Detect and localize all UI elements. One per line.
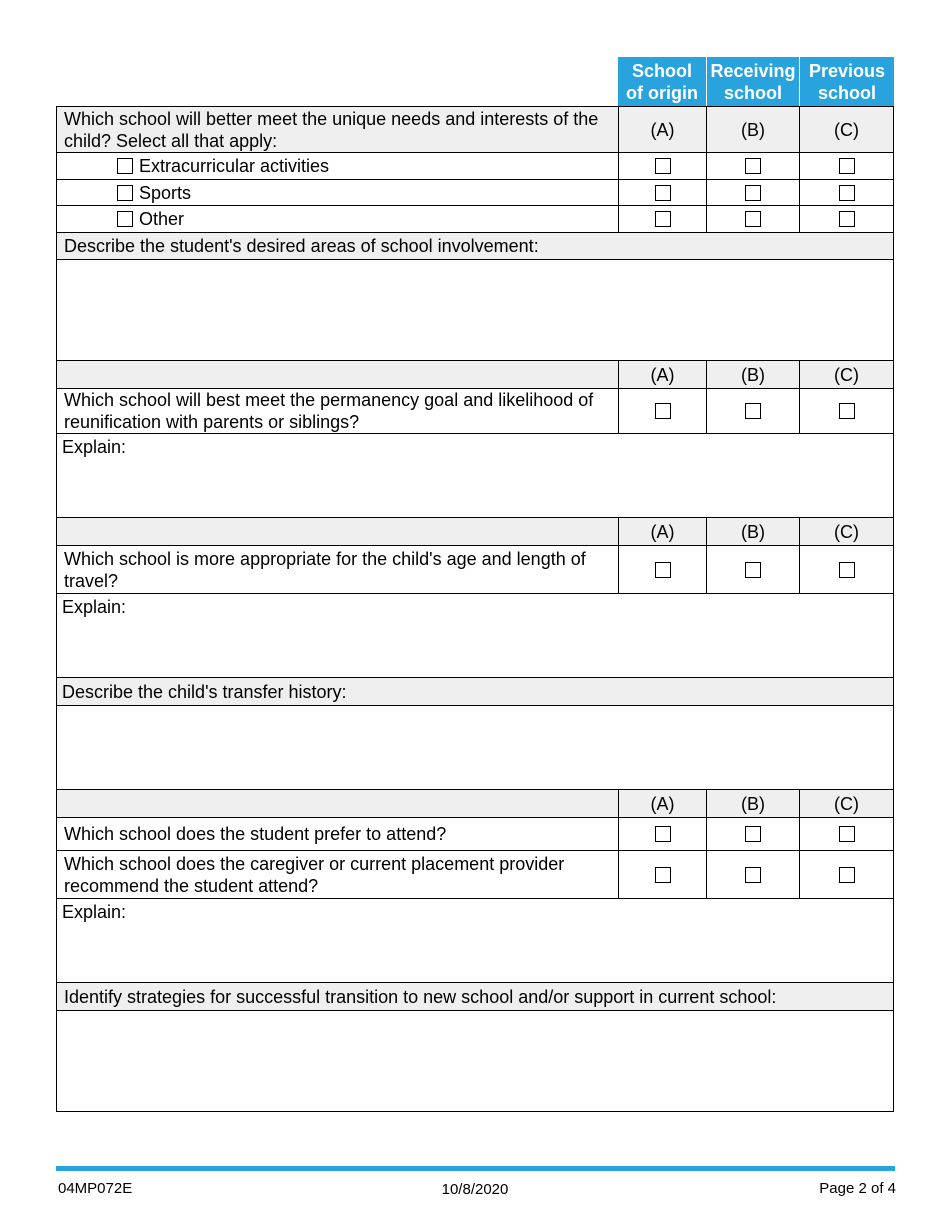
label-b: (B) (706, 789, 800, 818)
checkbox-permanency-a[interactable] (655, 403, 671, 419)
footer-divider (56, 1166, 895, 1171)
label-c: (C) (799, 106, 894, 153)
label-row-spacer (56, 789, 619, 818)
cell-b (706, 388, 800, 434)
cell-b (706, 817, 800, 851)
label-row-spacer (56, 517, 619, 546)
question-age-travel: Which school is more appropriate for the child's age and length of travel? (56, 545, 619, 594)
cell-a (618, 817, 707, 851)
explain-label: Explain: (62, 437, 127, 457)
checkbox-prefer-c[interactable] (839, 826, 855, 842)
checkbox-sports-b[interactable] (745, 185, 761, 201)
checkbox-extracurricular-b[interactable] (745, 158, 761, 174)
checkbox-permanency-b[interactable] (745, 403, 761, 419)
checkbox-sports-a[interactable] (655, 185, 671, 201)
explain-recommend-area[interactable] (56, 898, 894, 983)
question-student-prefer: Which school does the student prefer to attend? (56, 817, 619, 851)
cell-c (799, 817, 894, 851)
label-c: (C) (799, 789, 894, 818)
option-row-extracurricular (56, 152, 619, 180)
cell-c (799, 545, 894, 594)
option-label: Other (139, 209, 185, 229)
cell-c (799, 388, 894, 434)
option-row-sports (56, 179, 619, 206)
header-previous-school: Previous school (800, 57, 894, 106)
label-b: (B) (706, 106, 800, 153)
label-a: (A) (618, 106, 707, 153)
checkbox-recommend-c[interactable] (839, 867, 855, 883)
cell-c (799, 152, 894, 180)
checkbox-age-travel-c[interactable] (839, 562, 855, 578)
checkbox-recommend-a[interactable] (655, 867, 671, 883)
cell-a (618, 850, 707, 899)
footer-form-id: 04MP072E (58, 1180, 133, 1197)
explain-label: Explain: (62, 597, 127, 617)
explain-label: Explain: (62, 902, 127, 922)
footer-date: 10/8/2020 (441, 1181, 509, 1198)
label-a: (A) (618, 360, 707, 389)
cell-b (706, 850, 800, 899)
cell-b (706, 545, 800, 594)
strategies-area[interactable] (56, 1010, 894, 1112)
checkbox-prefer-b[interactable] (745, 826, 761, 842)
checkbox-other-a[interactable] (655, 211, 671, 227)
label-c: (C) (799, 360, 894, 389)
option-label: Extracurricular activities (139, 156, 330, 176)
header-receiving-school: Receiving school (707, 57, 799, 106)
cell-b (706, 152, 800, 180)
label-row-spacer (56, 360, 619, 389)
checkbox-sports[interactable] (117, 185, 133, 201)
strategies-label: Identify strategies for successful transition to new school and/or support in current school: (56, 982, 894, 1011)
involvement-text-area[interactable] (56, 259, 894, 361)
label-b: (B) (706, 517, 800, 546)
cell-a (618, 179, 707, 206)
transfer-history-area[interactable] (56, 705, 894, 790)
label-b: (B) (706, 360, 800, 389)
question-unique-needs: Which school will better meet the unique needs and interests of the child? Select all that apply: (56, 106, 619, 153)
cell-a (618, 205, 707, 233)
header-school-of-origin: School of origin (618, 57, 706, 106)
cell-c (799, 205, 894, 233)
checkbox-sports-c[interactable] (839, 185, 855, 201)
checkbox-other[interactable] (117, 211, 133, 227)
cell-a (618, 152, 707, 180)
checkbox-extracurricular-a[interactable] (655, 158, 671, 174)
checkbox-extracurricular-c[interactable] (839, 158, 855, 174)
option-label: Sports (139, 182, 192, 203)
label-a: (A) (618, 789, 707, 818)
checkbox-permanency-c[interactable] (839, 403, 855, 419)
checkbox-age-travel-b[interactable] (745, 562, 761, 578)
label-c: (C) (799, 517, 894, 546)
describe-involvement-label: Describe the student's desired areas of school involvement: (56, 232, 894, 260)
checkbox-prefer-a[interactable] (655, 826, 671, 842)
cell-a (618, 545, 707, 594)
label-a: (A) (618, 517, 707, 546)
cell-a (618, 388, 707, 434)
question-caregiver-recommend: Which school does the caregiver or current placement provider recommend the student attend? (56, 850, 619, 899)
checkbox-extracurricular[interactable] (117, 158, 133, 174)
checkbox-age-travel-a[interactable] (655, 562, 671, 578)
cell-c (799, 179, 894, 206)
cell-c (799, 850, 894, 899)
cell-b (706, 205, 800, 233)
explain-age-travel-area[interactable] (56, 593, 894, 678)
question-permanency: Which school will best meet the permanency goal and likelihood of reunification with parents or siblings? (56, 388, 619, 434)
describe-transfer-label: Describe the child's transfer history: (56, 677, 894, 706)
checkbox-recommend-b[interactable] (745, 867, 761, 883)
explain-permanency-area[interactable] (56, 433, 894, 518)
option-row-other (56, 205, 619, 233)
footer-page-number: Page 2 of 4 (819, 1180, 896, 1197)
cell-b (706, 179, 800, 206)
checkbox-other-b[interactable] (745, 211, 761, 227)
checkbox-other-c[interactable] (839, 211, 855, 227)
